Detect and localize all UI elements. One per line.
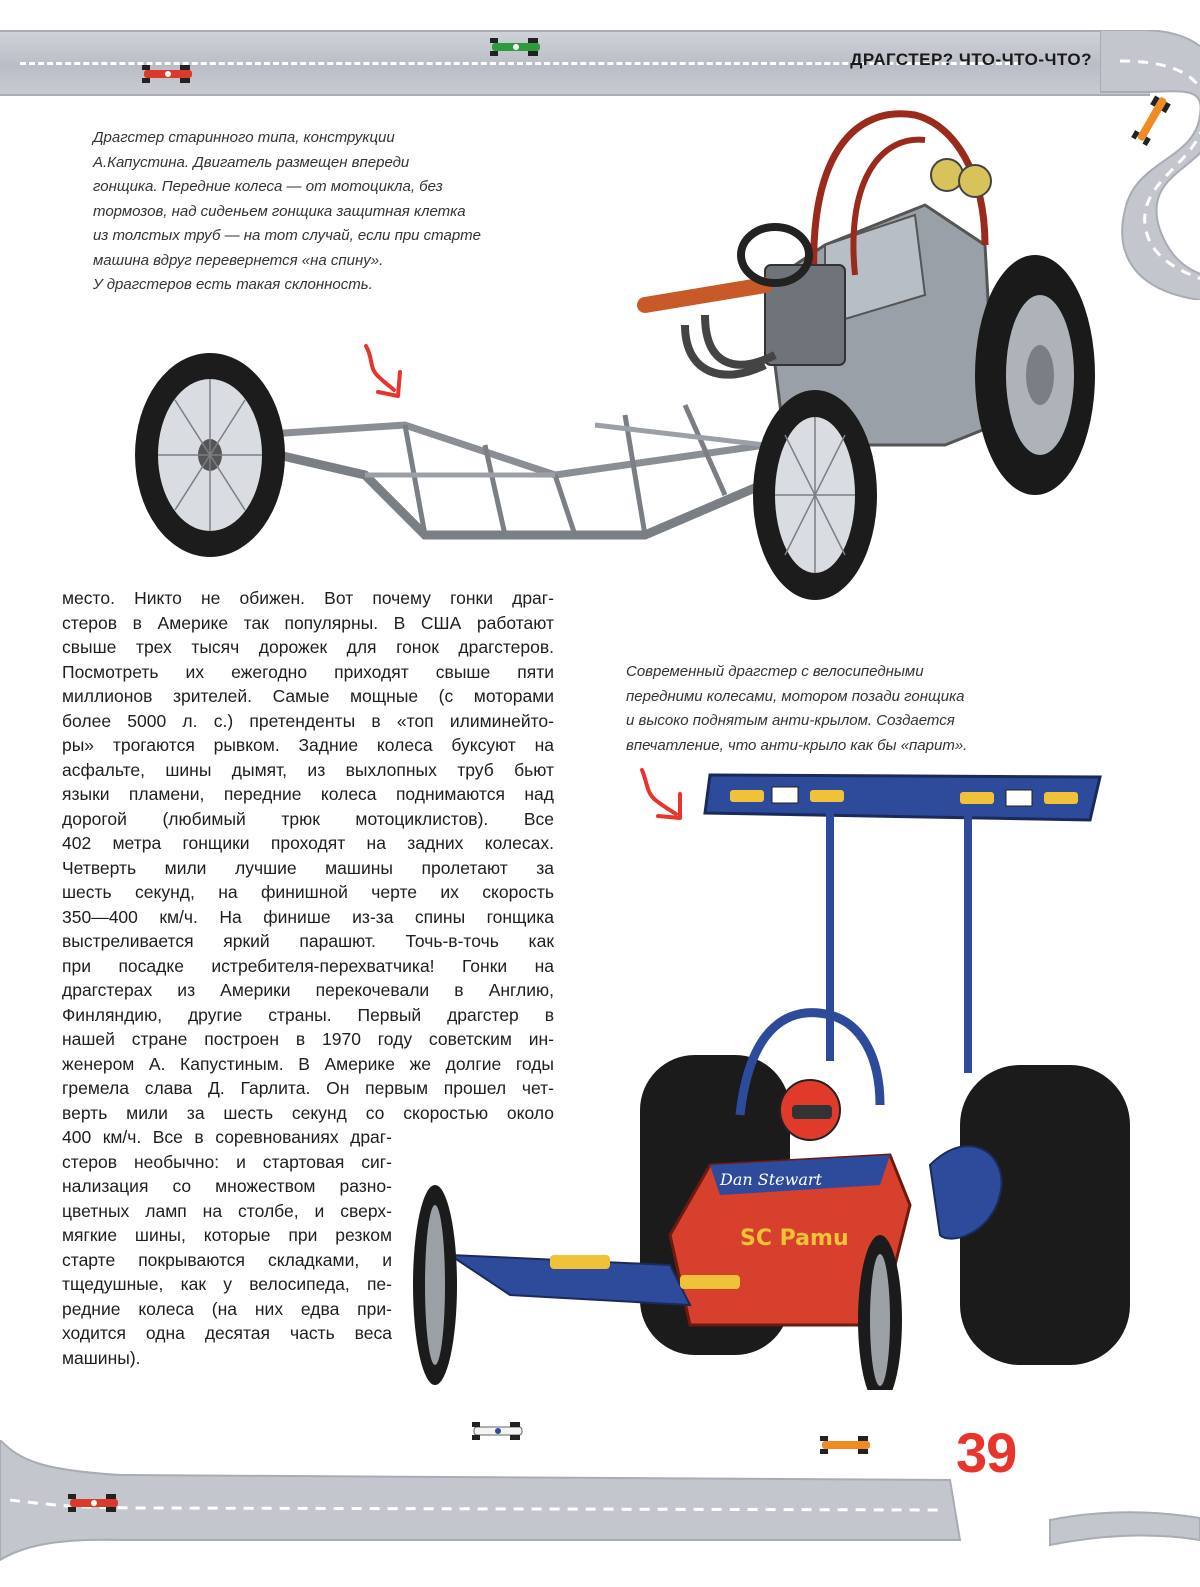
- body-line: место. Никто не обижен. Вот почему гонки драг-: [62, 588, 554, 608]
- body-line: нашей стране построен в 1970 году советским ин-: [62, 1029, 554, 1049]
- body-line: асфальте, шины дымят, из выхлопных труб бьют: [62, 759, 554, 780]
- caption-line: Драгстер старинного типа, конструкции: [93, 129, 395, 146]
- caption-line: машина вдруг перевернется «на спину».: [93, 251, 384, 269]
- caption-line: впечатление, что анти-крыло как бы «парит».: [626, 736, 968, 754]
- modern-dragster-illustration: [410, 765, 1150, 1390]
- track-curve-right: [1100, 30, 1200, 300]
- green-race-car-icon: [488, 36, 544, 58]
- body-line: верть мили за шесть секунд со скоростью около: [62, 1102, 554, 1123]
- caption-line: гонщика. Передние колеса — от мотоцикла, без: [93, 178, 443, 195]
- driver-name-text: Dan Stewart: [720, 1170, 822, 1189]
- body-line: свыше трех тысяч дорожек для гонок драгстеров.: [62, 637, 554, 657]
- page-number: 39: [956, 1421, 1017, 1484]
- body-line: ры» трогаются рывком. Задние колеса буксуют на: [62, 735, 554, 755]
- body-line: старте покрываются складками, и: [62, 1249, 392, 1270]
- body-line: более 5000 л. с.) претенденты в «топ илиминейто-: [62, 710, 554, 731]
- red-race-car-icon: [66, 1492, 122, 1514]
- body-line: выстреливается яркий парашют. Точь-в-точь как: [62, 931, 554, 951]
- body-line: редние колеса (на них едва при-: [62, 1298, 392, 1319]
- body-line: при посадке истребителя-перехватчика! Гонки на: [62, 955, 554, 976]
- old-dragster-illustration: [125, 95, 1100, 635]
- body-line: ходится одна десятая часть веса: [62, 1323, 392, 1343]
- body-line: цветных ламп на столбе, и сверх-: [62, 1200, 392, 1221]
- body-line: Четверть мили лучшие машины пролетают за: [62, 857, 554, 878]
- caption-line: А.Капустина. Двигатель размещен впереди: [93, 153, 410, 171]
- modern-dragster-caption: [626, 660, 1076, 758]
- body-line: стеров в Америке так популярны. В США работают: [62, 612, 554, 633]
- caption-line: из толстых труб — на тот случай, если при старте: [93, 227, 482, 244]
- caption-line: передними колесами, мотором позади гонщика: [626, 687, 965, 705]
- body-line: мягкие шины, которые при резком: [62, 1225, 392, 1245]
- bottom-track-band: [0, 1440, 1200, 1565]
- body-line: нализация со множеством разно-: [62, 1176, 392, 1196]
- body-line: языки пламени, передние колеса поднимаются над: [62, 784, 554, 804]
- body-line: дорогой (любимый трюк мотоциклистов). Все: [62, 808, 554, 829]
- body-line: драгстерах из Америки перекочевали в Англию,: [62, 980, 554, 1000]
- body-line: миллионов зрителей. Самые мощные (с моторами: [62, 686, 554, 706]
- sponsor-text: SC Pamu: [740, 1226, 849, 1251]
- red-race-car-icon: [140, 63, 196, 85]
- caption-line: У драгстеров есть такая склонность.: [93, 276, 373, 293]
- body-line: Финляндию, другие страны. Первый драгстер в: [62, 1004, 554, 1025]
- body-line: шесть секунд, на финишной черте их скорость: [62, 882, 554, 902]
- white-race-car-icon: [470, 1420, 526, 1442]
- body-line: гремела слава Д. Гарлита. Он первым прошел чет-: [62, 1078, 554, 1098]
- caption-line: тормозов, над сиденьем гонщика защитная клетка: [93, 202, 466, 220]
- body-line: Посмотреть их ежегодно приходят свыше пяти: [62, 661, 554, 682]
- body-line: 350—400 км/ч. На финише из-за спины гонщика: [62, 906, 554, 927]
- page-title: ДРАГСТЕР? ЧТО-ЧТО-ЧТО?: [850, 50, 1092, 69]
- body-line: машины).: [62, 1347, 141, 1368]
- body-line: тщедушные, как у велосипеда, пе-: [62, 1274, 392, 1294]
- body-line: женером А. Капустиным. В Америке же долгие годы: [62, 1053, 554, 1074]
- body-line: 402 метра гонщики проходят на задних колесах.: [62, 833, 554, 853]
- body-line: стеров необычно: и стартовая сиг-: [62, 1151, 392, 1172]
- orange-race-car-icon: [818, 1434, 874, 1456]
- caption-line: и высоко поднятым анти-крылом. Создается: [626, 712, 955, 729]
- body-line: 400 км/ч. Все в соревнованиях драг-: [62, 1127, 392, 1147]
- caption-line: Современный драгстер с велосипедными: [626, 663, 924, 680]
